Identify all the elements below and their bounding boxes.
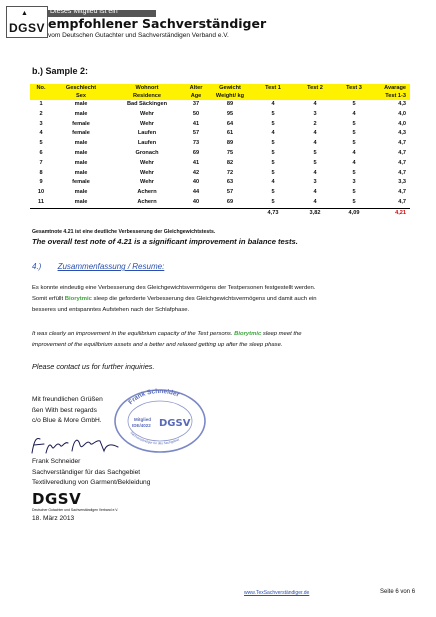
column-header: Geschlecht — [52, 84, 110, 92]
table-cell: 4,7 — [398, 159, 406, 166]
test-average: 4,09 — [336, 208, 372, 218]
table-cell: 61 — [226, 130, 234, 137]
svg-text:Frank Schneider — [127, 388, 180, 406]
table-row — [30, 149, 410, 159]
overall-average: 4,21 — [372, 208, 410, 218]
header-title: empfohlener Sachverständiger — [48, 16, 267, 31]
table-cell: Wehr — [140, 179, 154, 186]
signature-block — [32, 457, 150, 489]
table-cell: 64 — [226, 120, 234, 127]
table-cell: 5 — [352, 189, 356, 196]
table-cell: 3 — [313, 179, 317, 186]
column-header: Gewicht — [208, 84, 252, 92]
signer-role: Sachverständiger für das Sachgebiet — [32, 468, 141, 476]
signer-field: Textilveredlung von Garment/Bekleidung — [32, 479, 151, 486]
svg-text:Sachverständiger für das Sachg — [129, 431, 179, 445]
table-cell: 8 — [39, 169, 43, 176]
table-row — [30, 169, 410, 179]
table-cell: 5 — [313, 149, 317, 156]
dgsv-header-logo — [6, 6, 48, 38]
table-cell: 9 — [39, 179, 43, 186]
table-row — [30, 110, 410, 120]
table-cell: Wehr — [140, 159, 154, 166]
official-stamp — [112, 388, 208, 454]
table-cell: 41 — [192, 120, 200, 127]
table-cell: 4 — [352, 159, 356, 166]
table-cell: Wehr — [140, 169, 154, 176]
table-cell: 11 — [38, 198, 44, 205]
table-cell: 4 — [313, 189, 317, 196]
table-cell: 40 — [192, 198, 200, 205]
table-row — [30, 120, 410, 130]
para-de-line1: Es konnte eindeutig eine Verbesserung des Gleichgewichtsvermögens der Testpersonen festgestellt werden. — [32, 285, 316, 291]
column-header: Test 1-3 — [372, 92, 410, 100]
table-cell: 5 — [271, 140, 275, 147]
table-cell: male — [74, 140, 88, 147]
column-header: Test 1 — [252, 84, 294, 92]
table-cell: 4,7 — [398, 149, 406, 156]
contact-note: Please contact us for further inquiries. — [32, 362, 155, 371]
table-cell: 5 — [352, 198, 356, 205]
table-cell: female — [72, 179, 90, 186]
section-title: b.) Sample 2: — [32, 66, 89, 76]
summary-paragraph-en — [32, 329, 412, 351]
table-cell: 37 — [192, 101, 200, 107]
column-header: Test 3 — [336, 84, 372, 92]
summary-number: 4.) — [32, 262, 42, 271]
table-cell: 4,7 — [398, 140, 406, 147]
header-subtitle: vom Deutschen Gutachter und Sachverständigen Verband e.V. — [48, 32, 229, 39]
table-cell: 3,3 — [398, 179, 406, 186]
table-row — [30, 100, 410, 110]
table-cell: 95 — [226, 110, 234, 117]
table-cell: 42 — [192, 169, 200, 176]
table-cell: 5 — [39, 140, 43, 147]
greeting-line1: Mit freundlichen Grüßen — [32, 396, 103, 403]
sample-table — [30, 84, 410, 219]
page-number: Seite 6 von 6 — [380, 589, 416, 595]
table-header-row — [30, 84, 410, 92]
table-cell: Bad Säckingen — [126, 101, 168, 107]
stamp-top-text: Frank Schneider — [127, 388, 181, 407]
table-cell: 69 — [192, 149, 200, 156]
note-german: Gesamtnote 4.21 ist eine deutliche Verbesserung der Gleichgewichtstests. — [32, 229, 216, 235]
table-cell: Achern — [137, 189, 157, 196]
header-logo-text: DGSV — [9, 21, 46, 35]
table-cell: 50 — [192, 110, 200, 117]
test-average: 3,82 — [294, 208, 336, 218]
table-row — [30, 129, 410, 139]
table-cell: male — [74, 101, 88, 107]
table-cell: female — [72, 120, 90, 127]
brand-name-en: Biorytmic — [234, 331, 262, 337]
table-cell: 5 — [352, 169, 356, 176]
table-cell: male — [74, 169, 88, 176]
table-row — [30, 159, 410, 169]
table-cell: 5 — [271, 110, 275, 117]
table-cell: 3 — [39, 120, 43, 127]
table-cell: 89 — [226, 101, 234, 107]
table-cell: 4 — [313, 101, 317, 107]
table-cell: male — [74, 110, 88, 117]
table-cell: Laufen — [137, 140, 157, 147]
note-english: The overall test note of 4.21 is a significant improvement in balance tests. — [32, 237, 298, 246]
table-cell: 5 — [352, 101, 356, 107]
para-en-line1: It was clearly an improvement in the equilibrium capacity of the Test persons. Biorytmic sleep meet the — [32, 331, 302, 337]
table-cell: 41 — [192, 159, 200, 166]
table-cell: Gronach — [135, 149, 159, 156]
column-header — [30, 92, 52, 100]
para-de-line2: Somit erfüllt Biorytmic sleep die geforderte Verbesserung des Gleichgewichtsvermögens und damit auch ein — [32, 296, 317, 302]
column-header — [252, 92, 294, 100]
totals-row — [30, 208, 410, 218]
test-average: 4,73 — [252, 208, 294, 218]
summary-heading — [32, 262, 164, 271]
table-cell: Achern — [137, 198, 157, 205]
table-cell: 40 — [192, 179, 200, 186]
table-cell: 10 — [37, 189, 45, 196]
eagle-icon: ▲ — [21, 10, 28, 17]
table-cell: 5 — [271, 120, 275, 127]
table-cell: 73 — [192, 140, 200, 147]
column-header: Alter — [184, 84, 208, 92]
table-cell: 57 — [226, 189, 234, 196]
table-cell: 2 — [39, 110, 43, 117]
table-cell: 7 — [39, 159, 43, 166]
column-header: Sex — [52, 92, 110, 100]
summary-title: Zusammenfassung / Resume: — [57, 262, 165, 271]
table-cell: 5 — [271, 169, 275, 176]
para-en-line2: improvement of the equilibrium assets and a better and relaxed getting up after the sleep phase. — [32, 342, 283, 348]
table-cell: 82 — [226, 159, 234, 166]
table-cell: 4,3 — [398, 101, 406, 107]
table-cell: 5 — [271, 198, 275, 205]
table-cell: 4 — [313, 169, 317, 176]
member-line: Dieses Mitglied ist ein — [50, 8, 118, 15]
dgsv-logo-caption: Deutscher Gutachter und Sachverständigen Verband e.V. — [32, 508, 119, 512]
greeting-line2: ßen With best regards — [32, 406, 97, 414]
table-cell: 4,7 — [398, 198, 406, 205]
table-cell: 2 — [313, 120, 317, 127]
table-cell: 3 — [313, 110, 317, 117]
table-cell: male — [74, 149, 88, 156]
table-cell: Wehr — [140, 120, 154, 127]
stamp-member-no: IDE/4022 — [132, 423, 151, 428]
table-cell: 4 — [352, 149, 356, 156]
table-cell: Laufen — [137, 130, 157, 137]
table-cell: 75 — [226, 149, 234, 156]
stamp-bottom-text: Sachverständiger für das Sachgebiet — [129, 430, 180, 446]
table-cell: 4 — [39, 130, 43, 137]
table-cell: male — [74, 189, 88, 196]
column-header: Residence — [110, 92, 184, 100]
column-header: Wohnort — [110, 84, 184, 92]
handwritten-signature — [28, 433, 123, 459]
table-cell: male — [74, 198, 88, 205]
table-cell: 72 — [226, 169, 234, 176]
table-cell: 4 — [271, 130, 275, 137]
column-header: Avarage — [372, 84, 410, 92]
column-header: No. — [30, 84, 52, 92]
table-cell: 5 — [271, 159, 275, 166]
greeting-line3: c/o Blue & More GmbH. — [32, 417, 102, 424]
signer-name: Frank Schneider — [32, 458, 81, 465]
para-de-line3: besseres und entspanntes Aufstehen nach der Schlafphase. — [32, 307, 190, 313]
stamp-logo: DGSV — [159, 418, 191, 429]
table-cell: 4 — [313, 130, 317, 137]
table-cell: male — [74, 159, 88, 166]
table-cell: 4,7 — [398, 169, 406, 176]
brand-name: Biorytmic — [64, 296, 92, 302]
table-cell: 4,0 — [398, 120, 406, 127]
table-cell: 5 — [271, 149, 275, 156]
table-cell: 5 — [352, 130, 356, 137]
table-cell: 4 — [271, 101, 275, 107]
summary-paragraph-de — [32, 283, 412, 316]
table-cell: 69 — [226, 198, 234, 205]
table-cell: 63 — [226, 179, 234, 186]
greeting-block — [32, 395, 103, 427]
table-row — [30, 178, 410, 188]
column-header: Weight/ kg — [208, 92, 252, 100]
table-row — [30, 198, 410, 208]
table-cell: 44 — [192, 189, 200, 196]
table-cell: 4,7 — [398, 189, 406, 196]
table-cell: 4 — [313, 140, 317, 147]
document-date: 18. März 2013 — [32, 515, 75, 522]
table-cell: 6 — [39, 149, 43, 156]
table-cell: Wehr — [140, 110, 154, 117]
table-cell: 4 — [271, 179, 275, 186]
table-cell: 4 — [352, 110, 356, 117]
column-header — [294, 92, 336, 100]
column-header: Age — [184, 92, 208, 100]
table-cell: 4 — [313, 198, 317, 205]
table-cell: 5 — [271, 189, 275, 196]
table-cell: 5 — [313, 159, 317, 166]
table-cell: 57 — [192, 130, 200, 137]
table-row — [30, 139, 410, 149]
table-cell: 3 — [352, 179, 356, 186]
dgsv-logo-text: DGSV — [32, 490, 82, 508]
table-row — [30, 188, 410, 198]
footer-website-link[interactable]: www.TexSachverständiger.de — [244, 590, 310, 596]
table-cell: female — [72, 130, 90, 137]
table-header-row — [30, 92, 410, 100]
stamp-member-label: Mitglied — [134, 417, 151, 422]
table-cell: 4,0 — [398, 110, 406, 117]
column-header — [336, 92, 372, 100]
table-cell: 1 — [39, 101, 43, 107]
table-cell: 4,3 — [398, 130, 406, 137]
dgsv-footer-logo — [32, 490, 118, 512]
table-cell: 5 — [352, 120, 356, 127]
table-cell: 89 — [226, 140, 234, 147]
column-header: Test 2 — [294, 84, 336, 92]
table-cell: 5 — [352, 140, 356, 147]
